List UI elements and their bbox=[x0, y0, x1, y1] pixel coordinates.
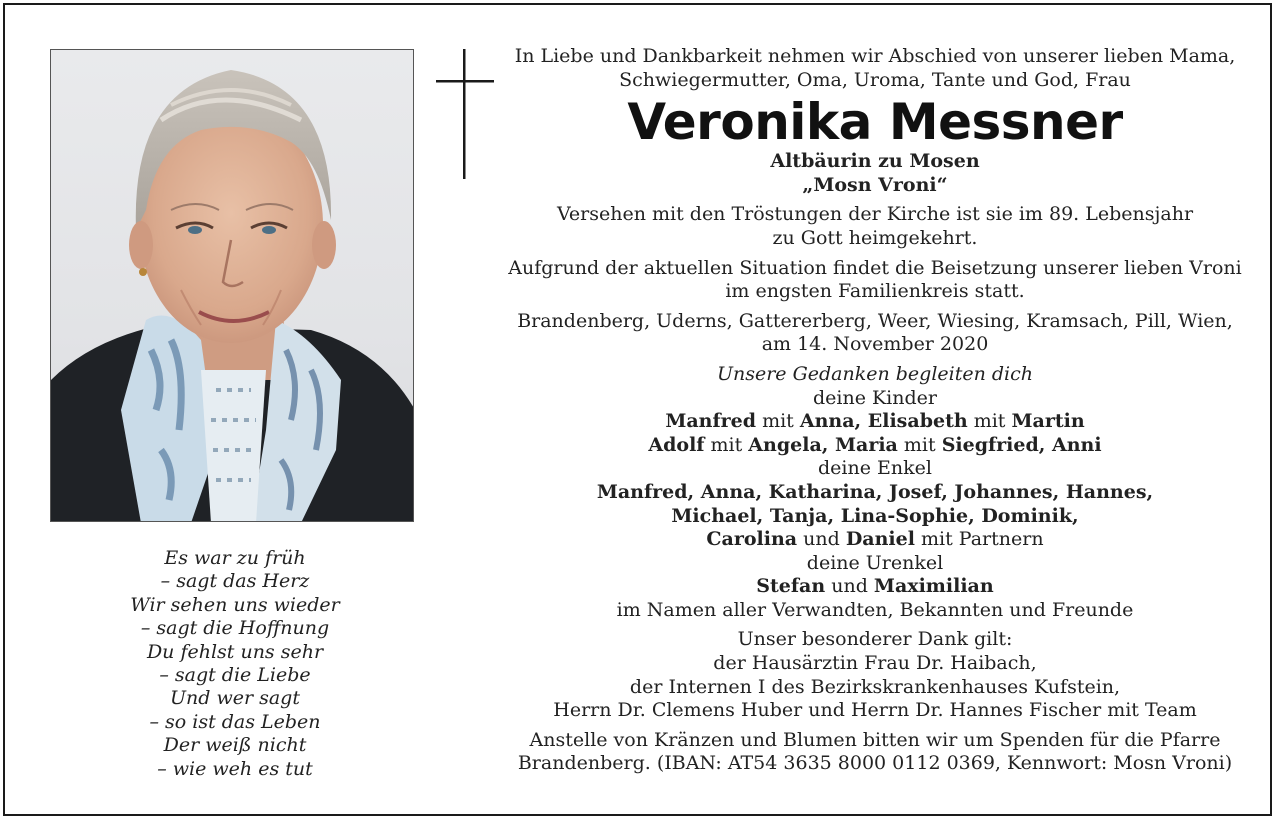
portrait-illustration bbox=[51, 50, 414, 522]
great-grandchild-name: Stefan bbox=[756, 575, 826, 598]
portrait-photo bbox=[50, 49, 414, 522]
connector-text: mit Partnern bbox=[914, 528, 1044, 551]
poem-line: – sagt die Hoffnung bbox=[140, 617, 330, 640]
child-name: Angela, Maria bbox=[748, 433, 898, 456]
subtitle-nickname: „Mosn Vroni“ bbox=[802, 173, 948, 196]
connector-text: und bbox=[797, 528, 846, 551]
grandchildren-line: Michael, Tanja, Lina-Sophie, Dominik, bbox=[671, 504, 1079, 527]
relatives-line: im Namen aller Verwandten, Bekannten und Freunde bbox=[616, 598, 1134, 621]
connector-text: und bbox=[825, 575, 874, 598]
intro-line: In Liebe und Dankbarkeit nehmen wir Abschied von unserer lieben Mama, bbox=[514, 45, 1236, 67]
subtitle-title: Altbäurin zu Mosen bbox=[770, 150, 980, 173]
grandchild-name: Daniel bbox=[845, 528, 915, 551]
child-name: Martin bbox=[1011, 410, 1085, 433]
great-grandchild-name: Maximilian bbox=[873, 575, 994, 598]
poem-line: Wir sehen uns wieder bbox=[130, 593, 340, 616]
children-label: deine Kinder bbox=[812, 386, 937, 409]
poem bbox=[85, 547, 385, 781]
thanks-line: Unser besonderer Dank gilt: bbox=[737, 628, 1013, 651]
child-name: Manfred bbox=[665, 410, 757, 433]
thoughts-line: Unsere Gedanken begleiten dich bbox=[716, 362, 1034, 385]
deceased-name: Veronika Messner bbox=[627, 93, 1123, 152]
passing-line: zu Gott heimgekehrt. bbox=[772, 226, 978, 249]
connector-text: mit bbox=[756, 410, 800, 433]
child-name: Adolf bbox=[648, 433, 705, 456]
child-name: Siegfried, Anni bbox=[941, 433, 1102, 456]
poem-line: – wie weh es tut bbox=[157, 757, 313, 780]
poem-line: Und wer sagt bbox=[170, 687, 300, 710]
place-date-line: am 14. November 2020 bbox=[761, 333, 989, 356]
poem-line: – sagt die Liebe bbox=[159, 664, 311, 687]
grandchildren-line bbox=[505, 528, 1245, 552]
obituary-text bbox=[505, 45, 1245, 776]
thanks-line: Herrn Dr. Clemens Huber und Herrn Dr. Hannes Fischer mit Team bbox=[553, 699, 1197, 722]
burial-line: im engsten Familienkreis statt. bbox=[725, 280, 1025, 303]
children-line bbox=[505, 410, 1245, 434]
poem-line: – sagt das Herz bbox=[160, 570, 310, 593]
poem-line: – so ist das Leben bbox=[149, 710, 321, 733]
thanks-line: der Internen I des Bezirkskrankenhauses Kufstein, bbox=[629, 675, 1121, 698]
place-date-line: Brandenberg, Uderns, Gattererberg, Weer, Wiesing, Kramsach, Pill, Wien, bbox=[517, 309, 1233, 332]
child-name: Anna, Elisabeth bbox=[799, 410, 968, 433]
poem-line: Es war zu früh bbox=[164, 547, 306, 569]
connector-text: mit bbox=[704, 433, 749, 456]
grandchild-name: Carolina bbox=[706, 528, 798, 551]
grandchildren-line: Manfred, Anna, Katharina, Josef, Johannes, Hannes, bbox=[596, 480, 1154, 503]
obituary-card bbox=[3, 3, 1272, 816]
connector-text: mit bbox=[897, 433, 942, 456]
donation-line: Brandenberg. (IBAN: AT54 3635 8000 0112 0369, Kennwort: Mosn Vroni) bbox=[517, 752, 1233, 775]
poem-line: Der weiß nicht bbox=[163, 734, 307, 757]
thanks-line: der Hausärztin Frau Dr. Haibach, bbox=[713, 652, 1037, 675]
intro-line: Schwiegermutter, Oma, Uroma, Tante und God, Frau bbox=[619, 68, 1131, 91]
great-grandchildren-line bbox=[505, 575, 1245, 599]
grandchildren-label: deine Enkel bbox=[818, 457, 932, 480]
children-line bbox=[505, 434, 1245, 458]
donation-line: Anstelle von Kränzen und Blumen bitten wir um Spenden für die Pfarre bbox=[529, 728, 1221, 751]
poem-line: Du fehlst uns sehr bbox=[146, 640, 324, 663]
great-grandchildren-label: deine Urenkel bbox=[806, 551, 944, 574]
cross-icon bbox=[436, 49, 494, 179]
connector-text: mit bbox=[967, 410, 1012, 433]
passing-line: Versehen mit den Tröstungen der Kirche ist sie im 89. Lebensjahr bbox=[556, 203, 1194, 226]
burial-line: Aufgrund der aktuellen Situation findet die Beisetzung unserer lieben Vroni bbox=[508, 256, 1242, 279]
